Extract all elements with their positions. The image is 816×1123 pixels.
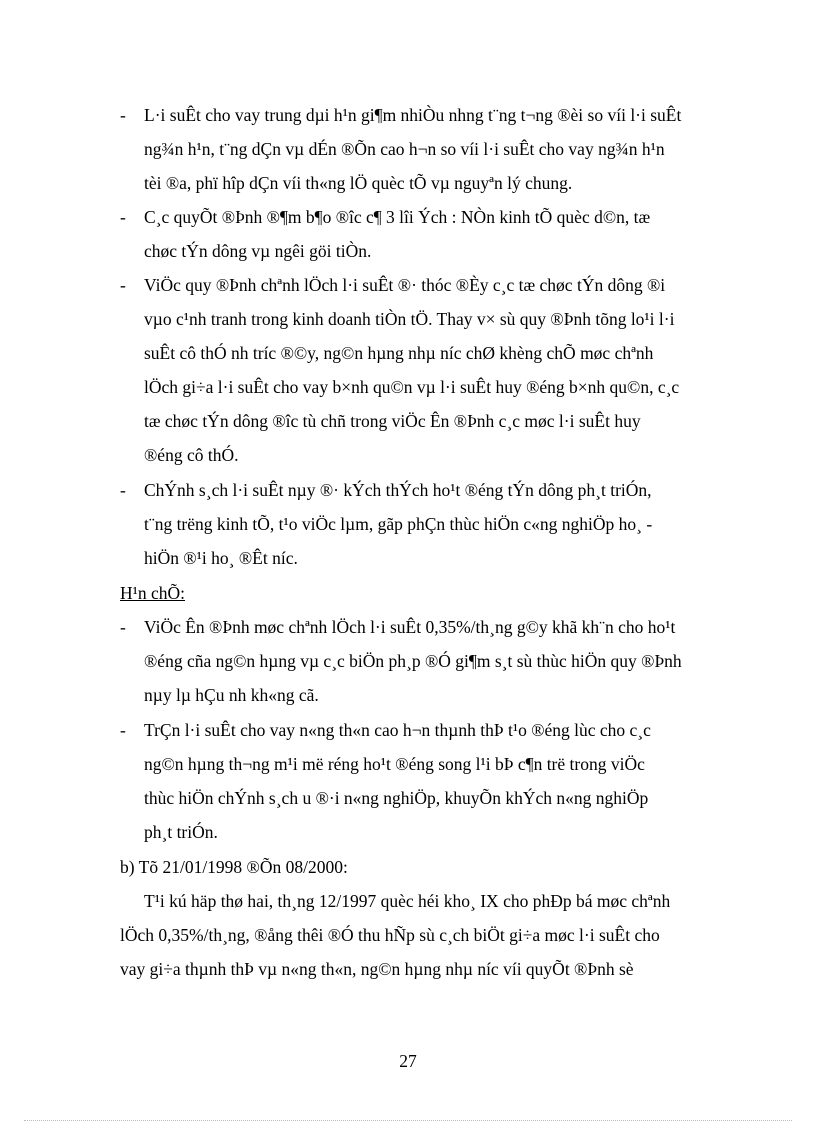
text-line: T¹i kú häp thø hai, th¸ng 12/1997 quèc héi kho¸ IX cho phÐp bá møc chªnh (144, 891, 671, 911)
text-line: ng¾n h¹n, t¨ng dÇn vµ dÉn ®Õn cao h¬n so víi l·i suÊt cho vay ng¾n h¹n (144, 139, 665, 159)
text-line: ph¸t triÓn. (144, 822, 218, 842)
text-line: nµy lµ hÇu nh kh«ng cã. (144, 685, 319, 705)
text-line: vay gi÷a thµnh thÞ vµ n«ng th«n, ng©n hµng nhµ níc víi quyÕt ®Þnh sè (120, 959, 634, 979)
section-heading: H¹n chÕ: (120, 583, 186, 603)
text-line: hiÖn ®¹i ho¸ ®Êt níc. (144, 548, 298, 568)
text-line: vµo c¹nh tranh trong kinh doanh tiÒn tÖ. Thay v× sù quy ®Þnh tõng lo¹i l·i (144, 309, 675, 329)
text-line: ViÖc quy ®Þnh chªnh lÖch l·i suÊt ®· thóc ®Èy c¸c tæ chøc tÝn dông ®i (144, 275, 666, 295)
bullet-marker: - (120, 617, 126, 637)
text-line: ®éng cña ng©n hµng vµ c¸c biÖn ph¸p ®Ó gi¶m s¸t sù thùc hiÖn quy ®Þnh (144, 651, 682, 671)
text-line: suÊt cô thÓ nh tríc ®©y, ng©n hµng nhµ níc chØ khèng chÕ møc chªnh (144, 343, 654, 363)
page-number: 27 (399, 1051, 417, 1071)
bullet-marker: - (120, 207, 126, 227)
text-line: t¨ng trëng kinh tÕ, t¹o viÖc lµm, gãp phÇn thùc hiÖn c«ng nghiÖp ho¸ - (144, 514, 653, 534)
text-line: ViÖc Ên ®Þnh møc chªnh lÖch l·i suÊt 0,35%/th¸ng g©y khã kh¨n cho ho¹t (144, 617, 676, 637)
text-line: tæ chøc tÝn dông ®îc tù chñ trong viÖc Ên ®Þnh c¸c møc l·i suÊt huy (144, 411, 641, 431)
text-line: lÖch gi÷a l·i suÊt cho vay b×nh qu©n vµ l·i suÊt huy ®éng b×nh qu©n, c¸c (144, 377, 680, 397)
text-line: thùc hiÖn chÝnh s¸ch u ®·i n«ng nghiÖp, khuyÕn khÝch n«ng nghiÖp (144, 788, 649, 808)
text-line: C¸c quyÕt ®Þnh ®¶m b¶o ®îc c¶ 3 lîi Ých : NÒn kinh tÕ quèc d©n, tæ (144, 207, 651, 227)
text-line: ng©n hµng th¬ng m¹i më réng ho¹t ®éng song l¹i bÞ c¶n trë trong viÖc (144, 754, 645, 774)
bullet-marker: - (120, 105, 126, 125)
bullet-marker: - (120, 275, 126, 295)
text-line: chøc tÝn dông vµ ngêi göi tiÒn. (144, 241, 372, 261)
text-line: lÖch 0,35%/th¸ng, ®ång thêi ®Ó thu hÑp sù c¸ch biÖt gi÷a møc l·i suÊt cho (120, 925, 660, 945)
text-line: ®éng cô thÓ. (144, 445, 239, 465)
text-line: TrÇn l·i suÊt cho vay n«ng th«n cao h¬n thµnh thÞ t¹o ®éng lùc cho c¸c (144, 720, 651, 740)
text-line: ChÝnh s¸ch l·i suÊt nµy ®· kÝch thÝch ho¹t ®éng tÝn dông ph¸t triÓn, (144, 480, 652, 500)
text-line: tèi ®a, phï hîp dÇn víi th«ng lÖ quèc tÕ vµ nguyªn lý chung. (144, 173, 573, 193)
section-heading: b) Tõ 21/01/1998 ®Õn 08/2000: (120, 857, 348, 877)
text-line: L·i suÊt cho vay trung dµi h¹n gi¶m nhiÒu nhng t¨ng t¬ng ®èi so víi l·i suÊt (144, 105, 682, 125)
page-bottom-rule (24, 1120, 792, 1121)
bullet-marker: - (120, 720, 126, 740)
bullet-marker: - (120, 480, 126, 500)
